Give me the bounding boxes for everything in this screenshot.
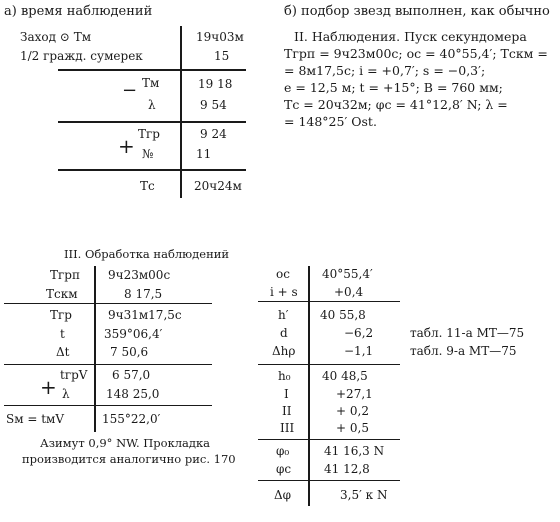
- section-a-rule-1: [58, 69, 246, 71]
- row-a-minus-sign: −: [122, 80, 138, 101]
- row-r-phi0-label: φ₀: [276, 444, 290, 458]
- row-a-lambda-value: 9 54: [200, 98, 227, 112]
- left-table-divider: [94, 266, 96, 432]
- row-c-tgr-label: Tгр: [50, 308, 72, 322]
- row-r-dh-label: Δhρ: [272, 344, 296, 358]
- row-a-twilight-label: 1/2 гражд. сумерек: [20, 49, 143, 63]
- row-c-sm-value: 155°22,0′: [102, 412, 161, 426]
- row-c-tgrp-label: Tгрп: [50, 268, 80, 282]
- observations-paragraph: [284, 28, 554, 130]
- row-r-iii-value: + 0,5: [336, 421, 369, 435]
- row-r-d-label: d: [280, 326, 288, 340]
- right-table-rule-3: [258, 439, 400, 440]
- observations-line-5: = 148°25′ Ost.: [284, 114, 377, 129]
- row-r-os-label: ос: [276, 267, 290, 281]
- row-a-tgr-label: Tгр: [138, 127, 160, 141]
- row-a-sunset-label: Заход ⊙ Tм: [20, 30, 92, 44]
- row-r-is-label: i + s: [270, 285, 298, 299]
- section-a-divider: [180, 26, 182, 198]
- row-r-iii-label: III: [280, 421, 295, 435]
- row-c-plus-sign: +: [40, 375, 57, 399]
- right-table-divider: [308, 266, 310, 506]
- row-c-lambda-label: λ: [62, 387, 70, 401]
- row-r-d-value: −6,2: [344, 326, 374, 340]
- right-table-rule-1: [258, 301, 400, 302]
- azimuth-note-line-1: Азимут 0,9° NW. Прокладка: [40, 436, 211, 450]
- row-r-h-label: h′: [278, 308, 289, 322]
- row-r-dphi-value: 3,5′ к N: [340, 488, 388, 502]
- row-c-tskm-label: Tскм: [46, 287, 78, 301]
- observations-line-4: Tс = 20ч32м; φс = 41°12,8′ N; λ =: [284, 97, 508, 112]
- observations-heading: II. Наблюдения. Пуск секундомера: [294, 29, 527, 44]
- row-a-tm-value: 19 18: [198, 77, 233, 91]
- row-r-phic-label: φс: [276, 462, 292, 476]
- row-a-number-label: №: [142, 147, 154, 161]
- left-table-rule-3: [4, 405, 212, 406]
- row-c-tgr-value: 9ч31м17,5с: [108, 308, 182, 322]
- row-c-t-value: 359°06,4′: [104, 327, 163, 341]
- row-a-tc-value: 20ч24м: [194, 179, 242, 193]
- left-table-rule-1: [4, 303, 212, 304]
- row-a-twilight-value: 15: [214, 49, 230, 63]
- row-r-phic-value: 41 12,8: [324, 462, 370, 476]
- row-c-dt-value: 7 50,6: [110, 345, 149, 359]
- row-c-tskm-value: 8 17,5: [124, 287, 163, 301]
- right-table-rule-4: [258, 480, 400, 481]
- row-a-tgr-value: 9 24: [200, 127, 227, 141]
- row-r-phi0-value: 41 16,3 N: [324, 444, 385, 458]
- row-c-sm-label: Sм = tмV: [6, 412, 65, 426]
- observations-line-2: = 8м17,5с; i = +0,7′; s = −0,3′;: [284, 63, 486, 78]
- row-r-ii-label: II: [282, 404, 292, 418]
- row-c-tgrv-value: 6 57,0: [112, 368, 151, 382]
- section-a-rule-2: [58, 121, 246, 123]
- observations-line-3: e = 12,5 м; t = +15°; B = 760 мм;: [284, 80, 503, 95]
- row-a-tm-label: Tм: [142, 76, 160, 90]
- section-a-rule-3: [58, 169, 246, 171]
- row-r-h-value: 40 55,8: [320, 308, 366, 322]
- left-table-rule-2: [4, 364, 212, 365]
- observations-line-1: Tгрп = 9ч23м00с; ос = 40°55,4′; Tскм =: [284, 46, 548, 61]
- row-r-dphi-label: Δφ: [274, 488, 292, 502]
- section-b-title: б) подбор звезд выполнен, как обычно: [284, 4, 550, 19]
- row-r-i-label: I: [284, 387, 289, 401]
- row-a-plus-sign: +: [118, 134, 135, 158]
- row-r-dh-value: −1,1: [344, 344, 374, 358]
- row-r-os-value: 40°55,4′: [322, 267, 373, 281]
- row-c-lambda-value: 148 25,0: [106, 387, 160, 401]
- row-r-d-ref: табл. 11-а МТ—75: [410, 326, 525, 340]
- section-c-title: III. Обработка наблюдений: [64, 247, 230, 261]
- row-c-tgrp-value: 9ч23м00с: [108, 268, 171, 282]
- row-a-lambda-label: λ: [148, 98, 156, 112]
- section-a-title: а) время наблюдений: [4, 4, 153, 19]
- row-r-dh-ref: табл. 9-а МТ—75: [410, 344, 517, 358]
- row-c-tgrv-label: tгрV: [60, 368, 88, 382]
- row-r-h0-label: h₀: [278, 369, 291, 383]
- right-table-rule-2: [258, 364, 400, 365]
- azimuth-note-line-2: производится аналогично рис. 170: [22, 452, 236, 466]
- row-r-is-value: +0,4: [334, 285, 364, 299]
- row-c-t-label: t: [60, 327, 65, 341]
- row-a-number-value: 11: [196, 147, 212, 161]
- row-r-i-value: +27,1: [336, 387, 373, 401]
- row-a-tc-label: Tс: [140, 179, 155, 193]
- row-a-sunset-value: 19ч03м: [196, 30, 244, 44]
- row-r-h0-value: 40 48,5: [322, 369, 368, 383]
- row-r-ii-value: + 0,2: [336, 404, 369, 418]
- row-c-dt-label: Δt: [56, 345, 70, 359]
